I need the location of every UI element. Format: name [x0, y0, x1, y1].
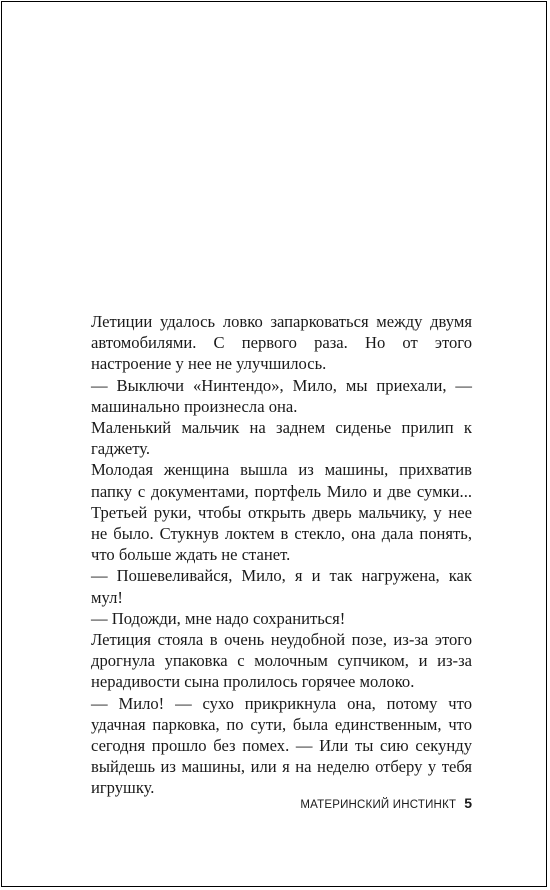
page-number: 5 [464, 795, 472, 811]
paragraph: — Пошевеливайся, Мило, я и так нагружена, как мул! [91, 566, 472, 607]
page-frame [1, 1, 547, 887]
paragraph: Летиции удалось ловко запарковаться между двумя автомобилями. С первого раза. Но от этого настроение у нее не улучшилось. [91, 312, 472, 374]
body-text [91, 311, 472, 799]
paragraph: — Мило! — сухо прикрикнула она, потому что удачная парковка, по сути, была единственным, что сегодня прошло без помех. — Или ты сию секунду выйдешь из машины, или я на неделю отберу у тебя игрушку. [91, 693, 472, 798]
paragraph: Молодая женщина вышла из машины, прихватив папку с документами, портфель Мило и две сумки... Третьей руки, чтобы открыть дверь мальчику, у нее не было. Стукнув локтем в стекло, она дала понять, что больше ждать не станет. [91, 460, 472, 565]
paragraph: — Подожди, мне надо сохраниться! [91, 608, 346, 628]
page-footer [2, 795, 472, 813]
paragraph: Летиция стояла в очень неудобной позе, из-за этого дрогнула упаковка с молочным супчиком, и из-за нерадивости сына пролилось горячее молоко. [91, 630, 472, 692]
paragraph: Маленький мальчик на заднем сиденье прилип к гаджету. [91, 418, 472, 459]
paragraph: — Выключи «Нинтендо», Мило, мы приехали, — машинально произнесла она. [91, 375, 472, 416]
running-title: МАТЕРИНСКИЙ ИНСТИНКТ [300, 799, 457, 811]
